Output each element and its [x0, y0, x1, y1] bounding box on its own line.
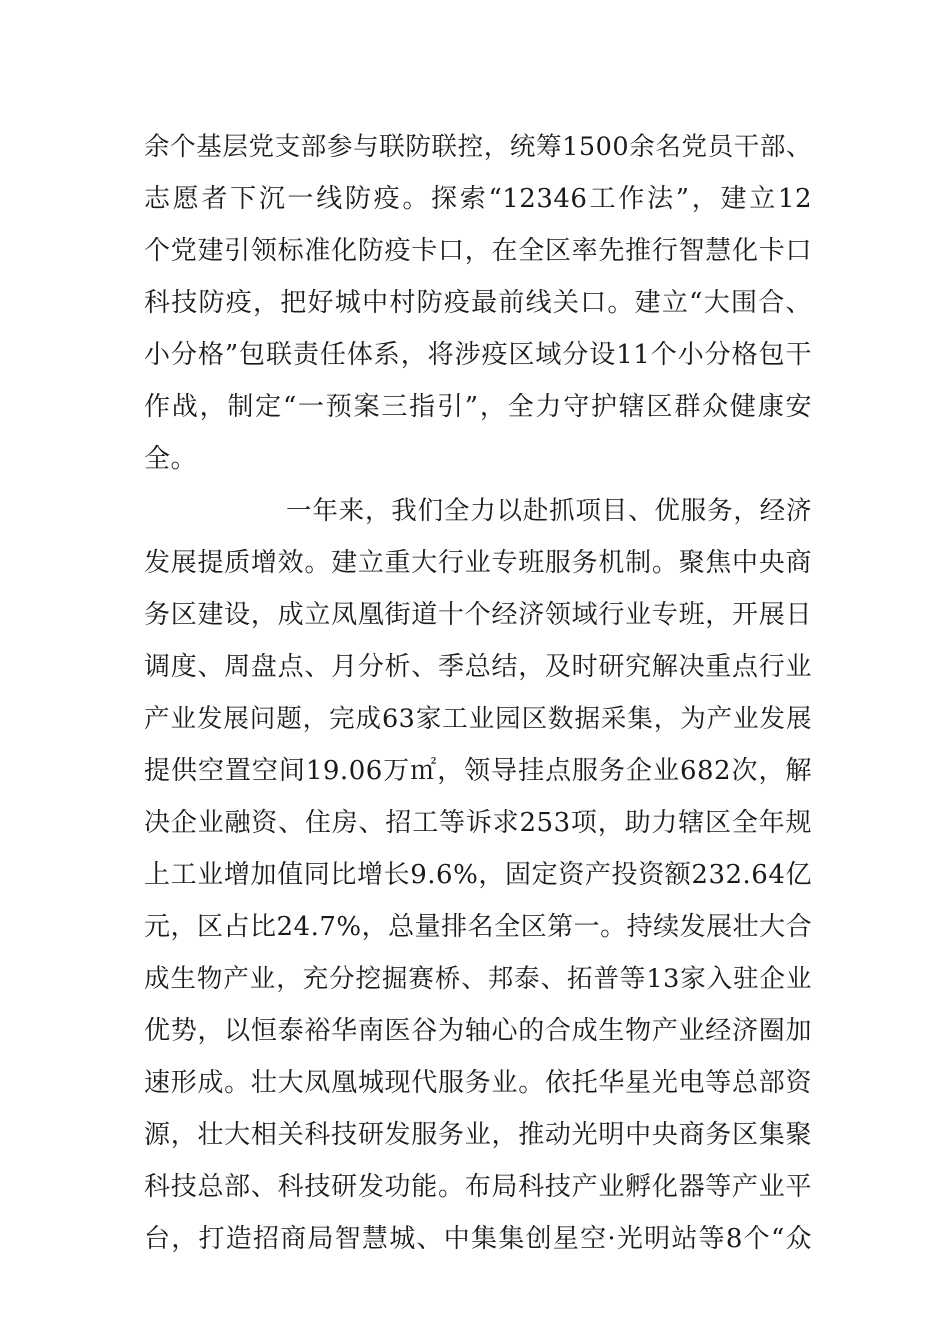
paragraph-2-line-8: 上工业增加值同比增长9.6%，固定资产投资额232.64亿: [144, 860, 812, 890]
paragraph-2-line-7: 决企业融资、住房、招工等诉求253项，助力辖区全年规: [144, 808, 812, 838]
paragraph-2-line-15: 台，打造招商局智慧城、中集集创星空·光明站等8个“众: [144, 1224, 812, 1254]
paragraph-2-line-4: 调度、周盘点、月分析、季总结，及时研究解决重点行业: [144, 652, 812, 682]
paragraph-2-line-5: 产业发展问题，完成63家工业园区数据采集，为产业发展: [144, 704, 812, 734]
paragraph-1-line-6: 作战，制定“一预案三指引”，全力守护辖区群众健康安: [144, 392, 812, 422]
paragraph-2-line-12: 速形成。壮大凤凰城现代服务业。依托华星光电等总部资: [144, 1068, 812, 1098]
paragraph-1-line-1: 余个基层党支部参与联防联控，统筹1500余名党员干部、: [144, 132, 812, 162]
paragraph-2-line-9: 元，区占比24.7%，总量排名全区第一。持续发展壮大合: [144, 912, 813, 942]
paragraph-1-line-2: 志愿者下沉一线防疫。探索“12346工作法”，建立12: [144, 184, 812, 214]
paragraph-2-line-13: 源，壮大相关科技研发服务业，推动光明中央商务区集聚: [144, 1120, 812, 1150]
paragraph-2-line-14: 科技总部、科技研发功能。布局科技产业孵化器等产业平: [144, 1172, 812, 1202]
paragraph-1-line-5: 小分格”包联责任体系，将涉疫区域分设11个小分格包干: [144, 340, 812, 370]
paragraph-2-line-1: 一年来，我们全力以赴抓项目、优服务，经济: [286, 496, 812, 526]
paragraph-2-line-6: 提供空置空间19.06万㎡，领导挂点服务企业682次，解: [144, 756, 812, 786]
paragraph-2-line-10: 成生物产业，充分挖掘赛桥、邦泰、拓普等13家入驻企业: [144, 964, 812, 994]
paragraph-2-line-2: 发展提质增效。建立重大行业专班服务机制。聚焦中央商: [144, 548, 812, 578]
paragraph-2-line-11: 优势，以恒泰裕华南医谷为轴心的合成生物产业经济圈加: [144, 1016, 812, 1046]
paragraph-1-line-4: 科技防疫，把好城中村防疫最前线关口。建立“大围合、: [144, 288, 812, 318]
paragraph-2-line-3: 务区建设，成立凤凰街道十个经济领域行业专班，开展日: [144, 600, 812, 630]
paragraph-1-line-7: 全。: [144, 444, 198, 474]
paragraph-1-line-3: 个党建引领标准化防疫卡口，在全区率先推行智慧化卡口: [144, 236, 812, 266]
